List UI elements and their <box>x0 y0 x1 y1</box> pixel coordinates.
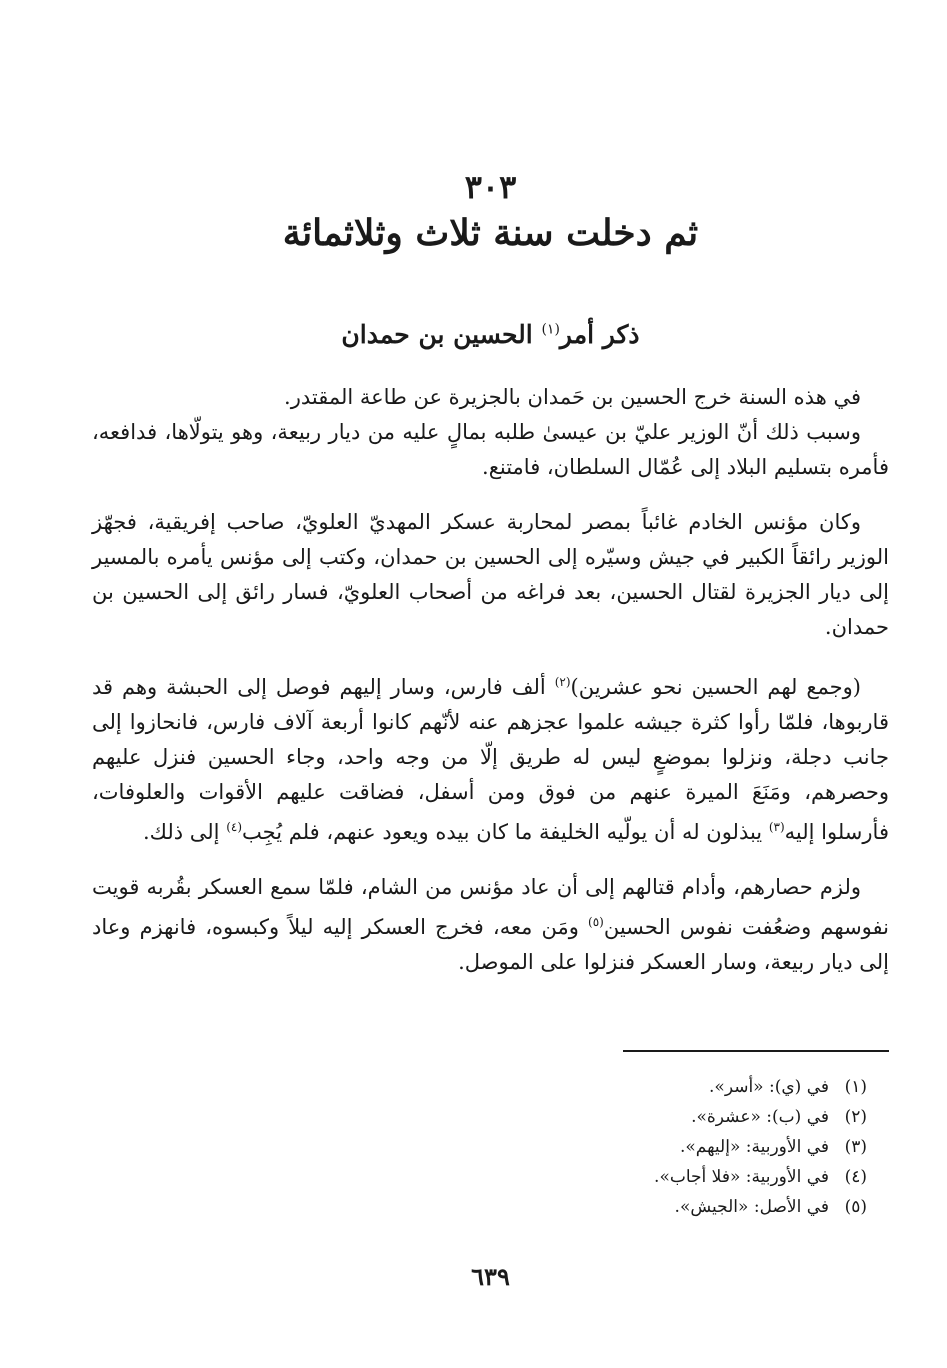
section-heading <box>92 320 889 349</box>
footnote-text: في الأصل: «الجيش». <box>674 1197 829 1217</box>
paragraph-4-part-a: (وجمع لهم الحسين نحو عشرين) <box>570 675 861 699</box>
footnote-5 <box>654 1192 867 1222</box>
footnote-number: (٣) <box>844 1137 867 1157</box>
footnote-text: في (ب): «عشرة». <box>691 1107 829 1127</box>
footnote-divider <box>623 1050 889 1052</box>
paragraph-5 <box>92 870 889 980</box>
paragraph-4-part-b: ألف فارس، وسار إليهم فوصل إلى الحبشة وهم قد قاربوها، فلمّا رأوا كثرة جيشه علموا عجزهم عنه لأنّهم كانوا أربعة آلاف فارس، فانحازوا إلى جانب دجلة، ونزلوا بموضعٍ ليس له طريق إلّا من وجه واحد، وجاء الحسين فنزل عليهم وحصرهم، ومَنَعَ الميرة عنهم من فوق ومن أسفل، فضاقت عليهم الأقوات والعلوفات، فأرسلوا إليه <box>92 675 889 844</box>
footnotes <box>654 1072 867 1222</box>
paragraph-5-part-a: ولزم حصارهم، وأدام قتالهم إلى أن عاد مؤنس من الشام، فلمّا سمع العسكر بقُربه قويت نفوسهم وضعُفت نفوس الحسين <box>92 875 889 939</box>
footnote-number: (٥) <box>844 1197 867 1217</box>
paragraph-4-part-c: يبذلون له أن يولّيه الخليفة ما كان بيده ويعود عنهم، فلم يُجِب <box>242 820 769 844</box>
footnote-4 <box>654 1162 867 1192</box>
paragraph-1: في هذه السنة خرج الحسين بن حَمدان بالجزيرة عن طاعة المقتدر. <box>284 385 861 409</box>
footnote-2 <box>654 1102 867 1132</box>
footnote-text: في الأوربية: «فلا أجاب». <box>654 1167 829 1187</box>
footnote-3 <box>654 1132 867 1162</box>
footnote-text: في (ي): «أسر». <box>709 1077 829 1097</box>
paragraph-5-part-b: ومَن معه، فخرج العسكر إليه ليلاً وكبسوه، فانهزم وعاد إلى ديار ربيعة، وسار العسكر فنزلوا على الموصل. <box>92 915 889 974</box>
footnote-1 <box>654 1072 867 1102</box>
section-heading-post: الحسين بن حمدان <box>341 320 542 349</box>
paragraph-4-part-d: إلى ذلك. <box>142 820 227 844</box>
chapter-title: ثم دخلت سنة ثلاث وثلاثمائة <box>282 212 699 254</box>
footnote-ref-2: (٢) <box>554 675 571 689</box>
body-text <box>92 380 889 1000</box>
paragraph-4 <box>92 665 889 850</box>
footnote-ref-3: (٣) <box>768 820 785 834</box>
footnote-number: (٤) <box>844 1167 867 1187</box>
year-number: ٣٠٣ <box>464 168 517 206</box>
footnote-number: (١) <box>844 1077 867 1097</box>
footnote-number: (٢) <box>844 1107 867 1127</box>
footnote-ref-4: (٤) <box>226 820 243 834</box>
footnote-ref-1: (١) <box>541 321 560 338</box>
paragraph-2: وسبب ذلك أنّ الوزير عليّ بن عيسىٰ طلبه بمالٍ عليه من ديار ربيعة، وهو يتولّاها، فدافعه، فأمره بتسليم البلاد إلى عُمّال السلطان، فامتنع. <box>92 420 889 479</box>
footnote-text: في الأوربية: «إليهم». <box>679 1137 829 1157</box>
paragraph-3: وكان مؤنس الخادم غائباً بمصر لمحاربة عسكر المهديّ العلويّ، صاحب إفريقية، فجهّز الوزير رائقاً الكبير في جيش وسيّره إلى الحسين بن حمدان، وكتب إلى مؤنس يأمره بالمسير إلى ديار الجزيرة لقتال الحسين، بعد فراغه من أصحاب العلويّ، فسار رائق إلى الحسين بن حمدان. <box>92 510 889 639</box>
section-heading-pre: ذكر أمر <box>559 320 640 349</box>
page-number: ٦٣٩ <box>471 1262 510 1291</box>
footnote-ref-5: (٥) <box>588 915 604 929</box>
book-page <box>92 0 889 1368</box>
